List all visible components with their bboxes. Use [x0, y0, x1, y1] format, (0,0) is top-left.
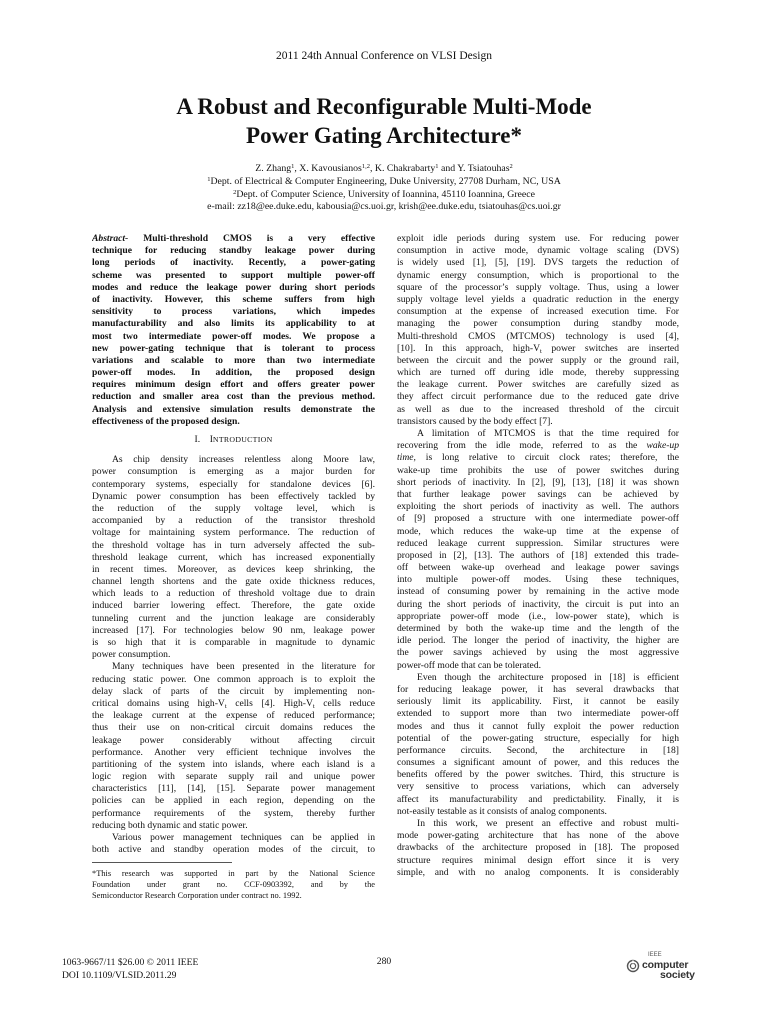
- text-line: appropriate power-off mode (i.e., low-power state), which is: [397, 610, 679, 622]
- text-line: managing the power consumption during standby mode,: [397, 318, 679, 330]
- affiliation-2: $^2$Dept. of Computer Science, University of Ioannina, 45110 Ioannina, Greece: [233, 188, 535, 200]
- text-line: exploiting the short periods of inactivity as well. The authors: [397, 501, 679, 513]
- text-line: performance requirements of the system, thereby further: [92, 807, 375, 819]
- title-line: Power Gating Architecture*: [246, 123, 522, 148]
- text-line: performance circuits. Second, the architecture in [18]: [397, 744, 679, 756]
- text-line: A limitation of MTCMOS is that the time required for: [417, 428, 679, 439]
- text-line: for reducing leakage power, it has several drawbacks that: [397, 683, 679, 695]
- paragraph: [92, 832, 375, 856]
- page-number: 280: [376, 956, 392, 967]
- issn-line: 1063-9667/11 $26.00 © 2011 IEEE: [62, 957, 199, 968]
- paper-title: [0, 92, 768, 150]
- paragraph: [397, 428, 679, 672]
- text-line: very sensitive to process variations, which can adversely: [397, 781, 679, 793]
- text-line: voltage for maintaining system performance. The reduction of: [92, 527, 375, 539]
- text-line: simple, and with no analog components. It is considerably: [397, 866, 679, 878]
- text-line: time, is long relative to circuit clock rates; therefore, the: [397, 452, 679, 464]
- abstract-line: scheme was presented to support multiple power-off: [92, 269, 375, 281]
- text-line: is so high that it is comparable in magnitude to dynamic: [92, 637, 375, 648]
- text-line: both active and standby operation modes of the circuit, to: [92, 844, 375, 856]
- text-line: mode, which reduces the wake-up time at the expense of: [397, 525, 679, 537]
- text-line: tunneling current and the junction leakage are considerably: [92, 612, 375, 624]
- text-line: recovering from the idle mode, referred to as the wake-up: [397, 440, 679, 452]
- section-heading-introduction: I. INTRODUCTION: [194, 434, 273, 445]
- text-line: structure requires minimal design effort since it is very: [397, 854, 679, 866]
- author-block: [0, 163, 768, 214]
- text-line: supply voltage level yields a quadratic reduction in the energy: [397, 293, 679, 305]
- text-line: Various power management techniques can be applied in: [112, 832, 375, 843]
- text-line: into multiple power-off modes. Using these techniques,: [397, 574, 679, 586]
- text-line: [10]. In this approach, high-$V_t$ power switches are inserted: [397, 342, 679, 355]
- text-line: drawbacks of the architecture proposed in [18]. The proposed: [397, 842, 679, 854]
- abstract-line: variations and scalable to more than two intermediate: [92, 354, 375, 366]
- text-line: proposed in [2], [13]. The authors of [18] extended this trade-: [397, 549, 679, 561]
- abstract-line: Analysis and extensive simulation results demonstrate the: [92, 403, 375, 415]
- text-line: in recent times. Moreover, as devices keep shrinking, the: [92, 563, 375, 575]
- paragraph: [397, 818, 679, 879]
- text-line: characteristics [11], [14], [15]. Separate power management: [92, 783, 375, 795]
- paragraph: [92, 454, 375, 661]
- text-line: mode power-gating architecture that has none of the above: [397, 830, 679, 842]
- text-line: power-off mode that can be tolerated.: [397, 659, 542, 671]
- text-line: thus their use on non-critical circuit domains reduces the: [92, 722, 375, 734]
- text-line: dynamic energy consumption, which is proportional to the: [397, 269, 679, 281]
- text-line: induced barrier lowering effect. Therefore, the gate oxide: [92, 600, 375, 612]
- paragraph: [92, 661, 375, 832]
- text-line: off between wake-up overhead and leakage power savings: [397, 562, 679, 574]
- abstract-line: reduction and smaller area cost than the previous method.: [92, 391, 375, 403]
- text-line: Even though the architecture proposed in [18] is efficient: [417, 671, 679, 683]
- text-line: between the circuit and the power supply or the ground rail,: [397, 354, 679, 366]
- abstract-line: technique for reducing standby leakage power during: [92, 245, 375, 257]
- abstract-line: manufacturability and also limits its applicability to at: [92, 318, 375, 330]
- text-line: increased [17]. For technologies below 90 nm, leakage power: [92, 624, 375, 636]
- text-line: accompanied by a reduction of the transistor threshold: [92, 515, 375, 527]
- affiliation-1: $^1$Dept. of Electrical & Computer Engineering, Duke University, 27708 Durham, NC, USA: [207, 175, 561, 187]
- logo-computer-text: computer: [642, 959, 689, 971]
- abstract-line: new power-gating technique that is tolerant to process: [92, 342, 375, 354]
- text-line: Multi-threshold CMOS (MTCMOS) technology is used [4],: [397, 330, 679, 342]
- text-line: In this work, we present an effective and robust multi-: [417, 818, 679, 829]
- text-line: Dynamic power consumption has been effectively tackled by: [92, 490, 375, 502]
- text-line: benefits offered by the power switches. Third, this structure is: [397, 769, 679, 781]
- text-line: is widely used [1], [5], [19]. DVS targets the reduction of: [397, 257, 679, 269]
- text-line: as well as due to the increased threshold of the circuit: [397, 403, 679, 415]
- text-line: consumption in active mode, dynamic voltage scaling (DVS): [397, 245, 679, 257]
- text-line: Many techniques have been presented in the literature for: [112, 661, 375, 673]
- footnote-line: Foundation under grant no. CCF-0903392, and by the: [92, 880, 375, 890]
- text-line: during the short periods of inactivity, the circuit is put into an: [397, 598, 679, 610]
- abstract-line: of inactivity. However, this scheme suffers from high: [92, 293, 375, 305]
- text-line: logic region with separate supply rail and unique power: [92, 771, 375, 783]
- text-line: potential of the power-gating structure, especially for high: [397, 732, 679, 744]
- title-line: A Robust and Reconfigurable Multi-Mode: [176, 94, 592, 119]
- text-line: the threshold voltage has in turn adversely affected the sub-: [92, 539, 375, 551]
- text-line: extended to support more than two intermediate power-off: [397, 708, 679, 720]
- text-line: they affect circuit performance due to the reduced gate drive: [397, 391, 679, 403]
- logo-society-text: society: [660, 969, 695, 981]
- abstract-line: requires minimum design effort and offers greater power: [92, 379, 375, 391]
- text-line: exploit idle periods during system use. For reducing power: [397, 233, 679, 244]
- footnote: [92, 868, 375, 901]
- paragraph: [397, 233, 679, 428]
- text-line: reduced leakage current suppression. Similar structures were: [397, 537, 679, 549]
- text-line: the reduction of the supply voltage level, which is: [92, 502, 375, 514]
- text-line: instead of consuming power by remaining in the active mode: [397, 586, 679, 598]
- text-line: wake-up time prohibits the use of power switches during: [397, 464, 679, 476]
- text-line: policies can be applied in each region, depending on the: [92, 795, 375, 807]
- text-line: channel length shortens and the gate oxide thickness reduces,: [92, 576, 375, 588]
- text-line: reducing static power. One common approach is to exploit the: [92, 673, 375, 685]
- abstract-line: sensitivity to process variations, which impedes: [92, 306, 375, 318]
- text-line: square of the processor’s supply voltage. Thus, using a lower: [397, 281, 679, 293]
- text-line: the power savings achieved by using the most aggressive: [397, 647, 679, 659]
- text-line: consumes a significant amount of power, and this reduces the: [397, 757, 679, 769]
- text-line: partitioning of the system into islands, where each island is a: [92, 758, 375, 770]
- abstract-line: power-off modes. In addition, the proposed design: [92, 367, 375, 379]
- text-line: which leads to a reduction of threshold voltage due to drain: [92, 588, 375, 600]
- abstract-line: modes and reduce the leakage power during short periods: [92, 281, 375, 293]
- text-line: critical domains using high-$V_t$ cells [4]. High-$V_t$ cells reduce: [92, 697, 375, 710]
- author-names: Z. Zhang$^1$, X. Kavousianos$^{1,2}$, K. Chakrabarty$^1$ and Y. Tsiatouhas$^2$: [255, 163, 513, 174]
- logo-ieee-text: IEEE: [648, 952, 662, 958]
- text-line: idle period. The longer the period of inactivity, the higher are: [397, 635, 679, 647]
- text-line: seriously limit its applicability. First, it cannot be easily: [397, 696, 679, 708]
- doi-line: DOI 10.1109/VLSID.2011.29: [62, 970, 177, 981]
- footnote-divider: [92, 862, 232, 863]
- abstract-line: effectiveness of the proposed design.: [92, 415, 240, 427]
- author-emails: e-mail: zz18@ee.duke.edu, kabousia@cs.uoi.gr, krish@ee.duke.edu, tsiatouhas@cs.uoi.gr: [207, 201, 561, 213]
- text-line: transistors caused by the body effect [7].: [397, 415, 553, 427]
- abstract-line: Abstract- Multi-threshold CMOS is a very effective: [92, 233, 375, 244]
- text-line: modes and thus it cannot fully exploit the power reduction: [397, 720, 679, 732]
- ieee-cs-swirl-icon: [626, 959, 640, 973]
- text-line: reducing both dynamic and static power.: [92, 819, 248, 831]
- ieee-computer-society-logo: [626, 952, 700, 982]
- conference-header: 2011 24th Annual Conference on VLSI Design: [276, 50, 492, 62]
- left-column: [92, 233, 375, 901]
- text-line: the leakage current at the expense of reduced performance;: [92, 710, 375, 722]
- text-line: not-easily testable as it consists of analog components.: [397, 805, 607, 817]
- text-line: power consumption is emerging as a major burden for: [92, 466, 375, 478]
- paragraph: [397, 672, 679, 818]
- text-line: of [9] proposed a structure with one intermediate power-off: [397, 513, 679, 525]
- footnote-line: Semiconductor Research Corporation under contract no. 1992.: [92, 891, 302, 901]
- text-line: threshold leakage current, which has increased exponentially: [92, 551, 375, 563]
- text-line: As chip density increases relentless along Moore law,: [112, 454, 375, 466]
- text-line: delay slack of parts of the circuit by implementing non-: [92, 685, 375, 697]
- text-line: contemporary systems, especially for standalone devices [6].: [92, 478, 375, 490]
- text-line: that further leakage power savings can be achieved by: [397, 488, 679, 500]
- footnote-line: *This research was supported in part by the National Science: [92, 869, 375, 879]
- abstract-line: long periods of inactivity. Recently, a power-gating: [92, 257, 375, 269]
- text-line: the leakage current. Power switches are carefully sized as: [397, 379, 679, 391]
- abstract: [92, 233, 375, 428]
- text-line: short periods of inactivity. In [2], [9], [13], [18] it was shown: [397, 476, 679, 488]
- abstract-line: most two intermediate power-off modes. We propose a: [92, 330, 375, 342]
- text-line: leakage power considerably without affecting circuit: [92, 734, 375, 746]
- text-line: performance. Another very efficient technique involves the: [92, 746, 375, 758]
- text-line: which are turned off during idle mode, thereby suppressing: [397, 367, 679, 379]
- text-line: consumption at the expense of increased execution time. For: [397, 306, 679, 318]
- text-line: power consumption.: [92, 649, 171, 661]
- text-line: affect its manufacturability and predictability. Finally, it is: [397, 793, 679, 805]
- text-line: determined by both the wake-up time and the length of the: [397, 623, 679, 634]
- right-column: [397, 233, 679, 879]
